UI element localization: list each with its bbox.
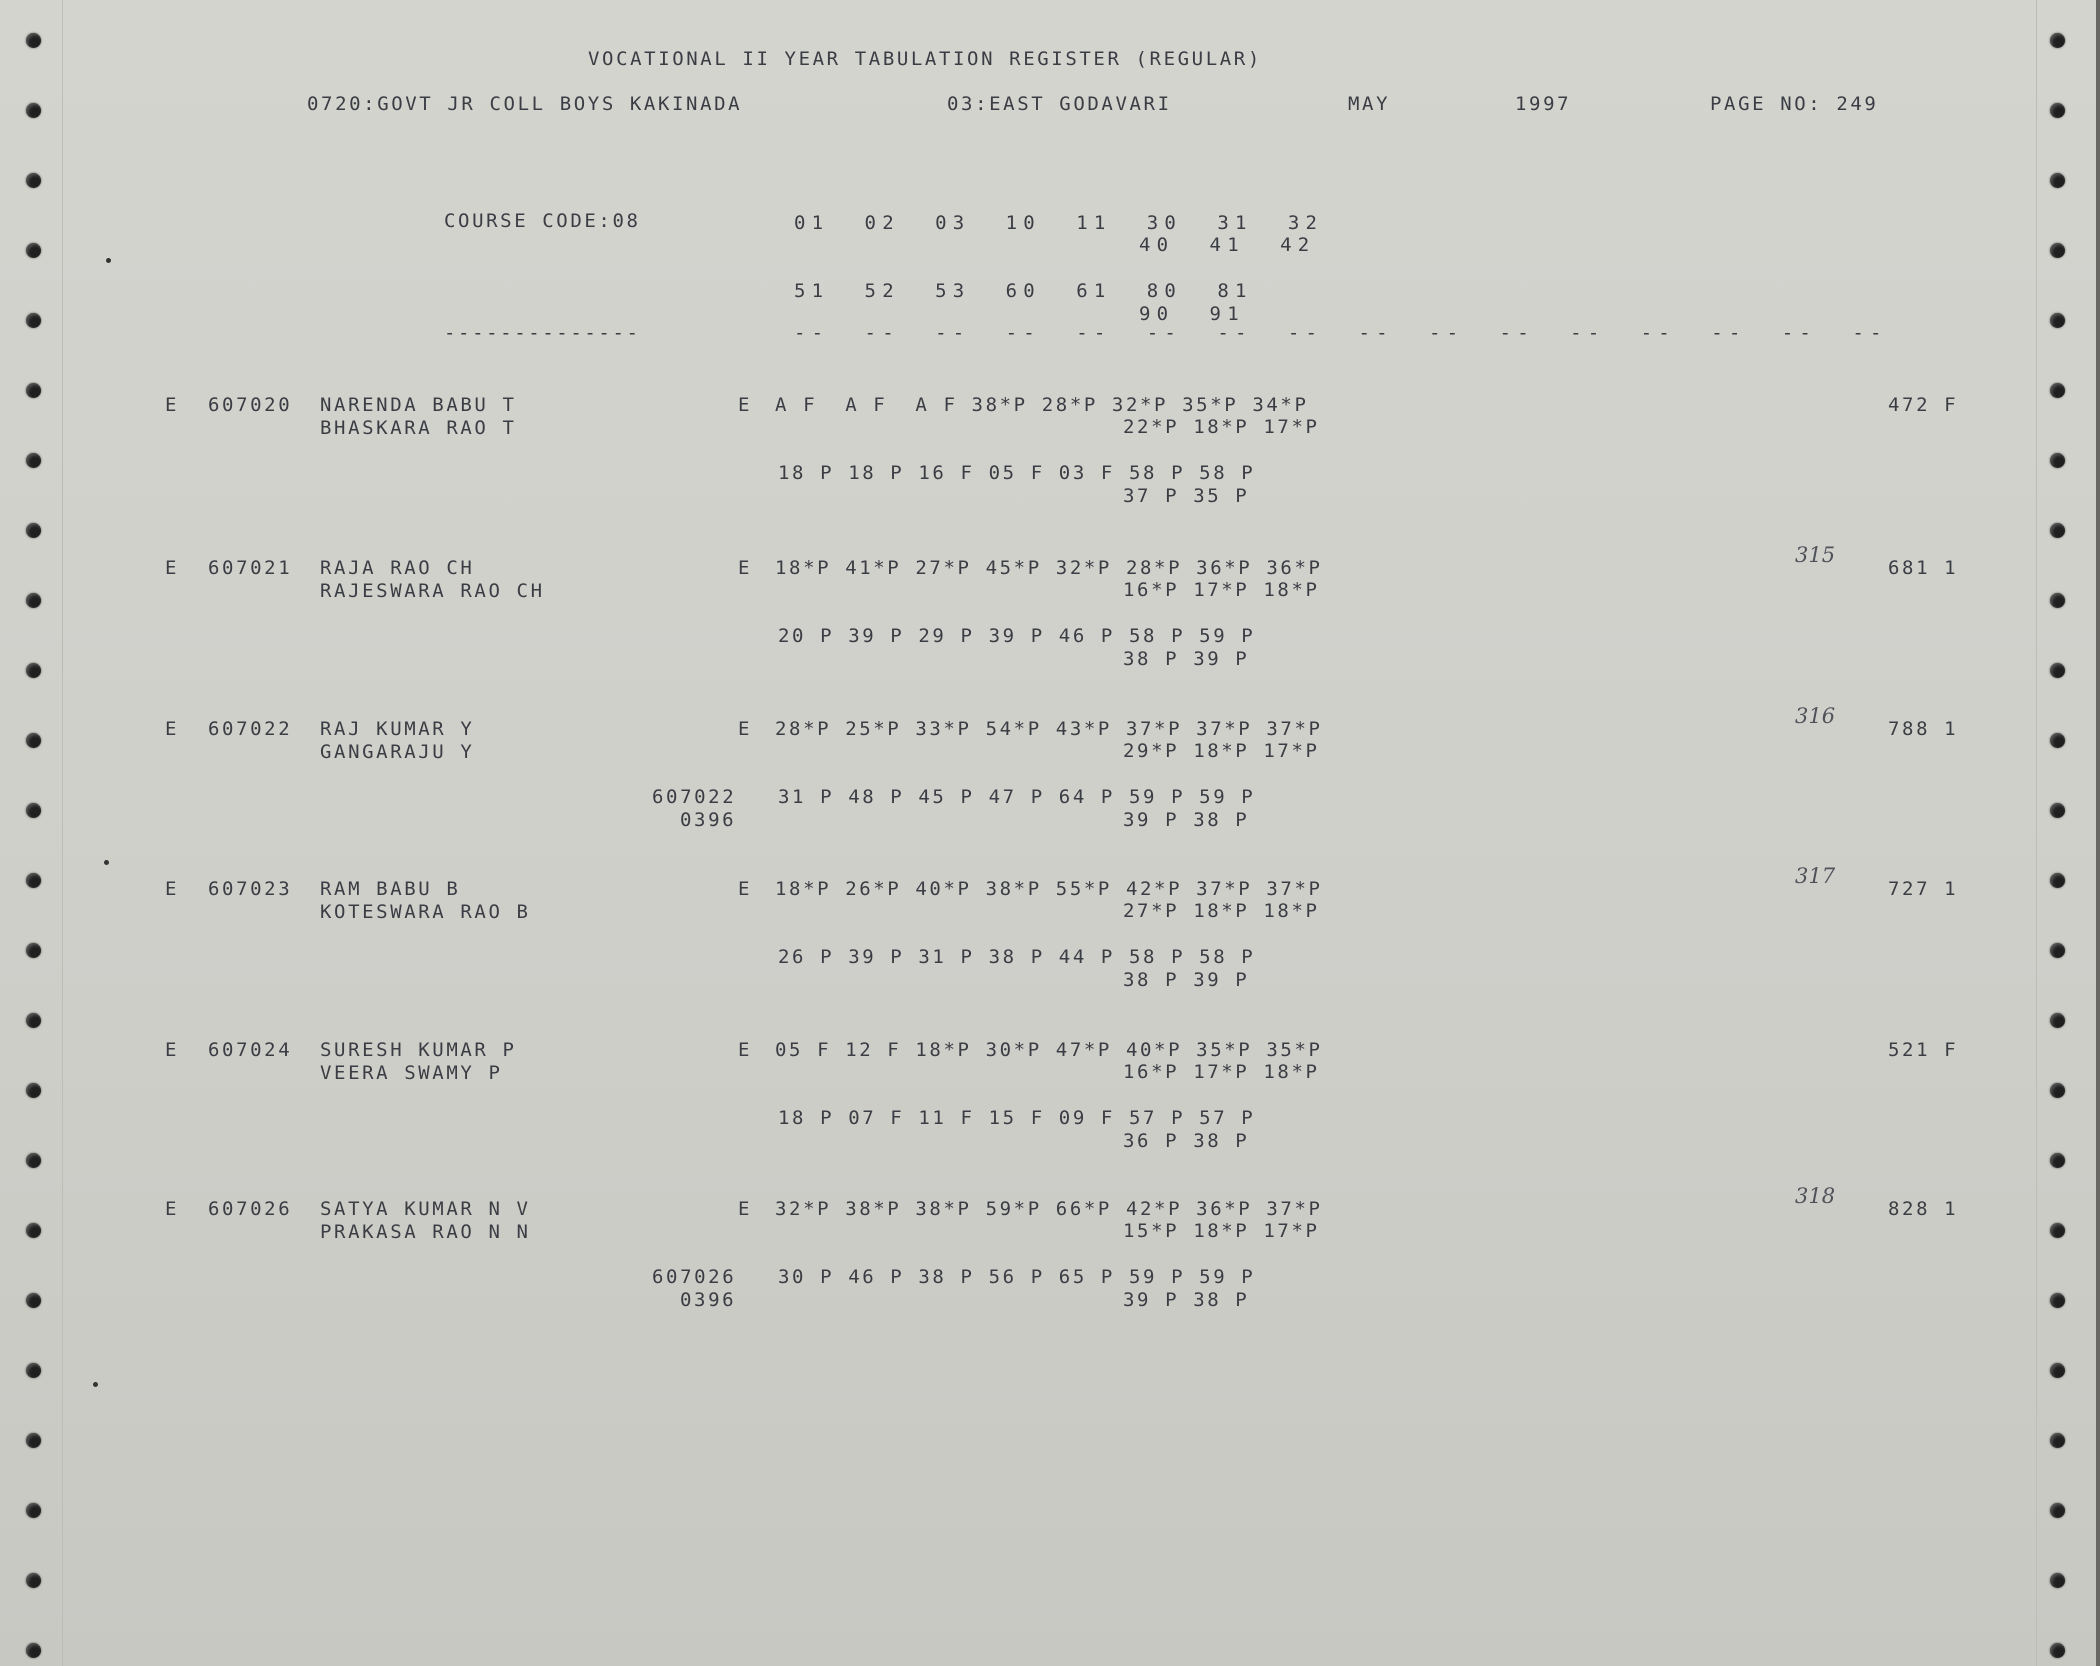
- subject-codes-row2b: 90 91: [1139, 303, 1245, 325]
- marks-line-2: 16*P 17*P 18*P: [1123, 579, 1320, 601]
- marks-line-4: 38 P 39 P: [1123, 969, 1250, 991]
- tractor-feed-hole: [26, 1433, 41, 1448]
- total-marks: 472 F: [1888, 394, 1959, 416]
- exam-year: 1997: [1515, 93, 1572, 115]
- marks-line-4: 39 P 38 P: [1123, 1289, 1250, 1311]
- record-flag: E: [165, 557, 180, 579]
- marks-flag: E: [738, 878, 753, 900]
- reference-code: 0396: [680, 809, 737, 831]
- tractor-feed-hole: [26, 1223, 41, 1238]
- paper-speck: [106, 258, 111, 263]
- record-flag: E: [165, 718, 180, 740]
- tractor-feed-hole: [2050, 803, 2065, 818]
- tractor-feed-hole: [26, 1153, 41, 1168]
- tractor-feed-hole: [26, 243, 41, 258]
- tractor-feed-hole: [26, 313, 41, 328]
- marks-line-3: 30 P 46 P 38 P 56 P 65 P 59 P 59 P: [778, 1266, 1256, 1288]
- tractor-feed-hole: [2050, 1013, 2065, 1028]
- marks-line-3: 18 P 07 F 11 F 15 F 09 F 57 P 57 P: [778, 1107, 1256, 1129]
- marks-flag: E: [738, 1198, 753, 1220]
- tractor-feed-hole: [2050, 243, 2065, 258]
- tractor-feed-hole: [26, 173, 41, 188]
- marks-line-4: 38 P 39 P: [1123, 648, 1250, 670]
- handwritten-serial: 318: [1795, 1184, 1836, 1208]
- marks-line-4: 36 P 38 P: [1123, 1130, 1250, 1152]
- register-number: 607022: [208, 718, 293, 740]
- candidate-name: SURESH KUMAR P: [320, 1039, 517, 1061]
- tractor-feed-hole: [2050, 383, 2065, 398]
- tractor-feed-hole: [26, 453, 41, 468]
- marks-line-3: 18 P 18 P 16 F 05 F 03 F 58 P 58 P: [778, 462, 1256, 484]
- label-underline: --------------: [444, 322, 641, 344]
- marks-line-3: 26 P 39 P 31 P 38 P 44 P 58 P 58 P: [778, 946, 1256, 968]
- tractor-feed-hole: [2050, 873, 2065, 888]
- candidate-name: SATYA KUMAR N V: [320, 1198, 531, 1220]
- marks-line-2: 27*P 18*P 18*P: [1123, 900, 1320, 922]
- tractor-feed-hole: [26, 1013, 41, 1028]
- father-name: KOTESWARA RAO B: [320, 901, 531, 923]
- tractor-feed-hole: [26, 523, 41, 538]
- marks-line-1: 32*P 38*P 38*P 59*P 66*P 42*P 36*P 37*P: [775, 1198, 1323, 1220]
- candidate-name: RAJ KUMAR Y: [320, 718, 475, 740]
- reference-number: 607026: [652, 1266, 737, 1288]
- father-name: PRAKASA RAO N N: [320, 1221, 531, 1243]
- marks-line-4: 37 P 35 P: [1123, 485, 1250, 507]
- district-name: 03:EAST GODAVARI: [947, 93, 1172, 115]
- tractor-feed-hole: [2050, 1153, 2065, 1168]
- reference-code: 0396: [680, 1289, 737, 1311]
- course-code-label: COURSE CODE:08: [444, 210, 641, 232]
- father-name: BHASKARA RAO T: [320, 417, 517, 439]
- marks-flag: E: [738, 394, 753, 416]
- tractor-feed-hole: [2050, 943, 2065, 958]
- record-flag: E: [165, 1039, 180, 1061]
- marks-line-2: 22*P 18*P 17*P: [1123, 416, 1320, 438]
- sheet-edge: [2096, 0, 2100, 1666]
- marks-line-2: 15*P 18*P 17*P: [1123, 1220, 1320, 1242]
- perforation-line-right: [2036, 0, 2037, 1666]
- perforation-line-left: [62, 0, 63, 1666]
- candidate-name: RAM BABU B: [320, 878, 461, 900]
- record-flag: E: [165, 1198, 180, 1220]
- tractor-feed-hole: [26, 33, 41, 48]
- tractor-feed-hole: [26, 593, 41, 608]
- tractor-feed-hole: [26, 943, 41, 958]
- tractor-feed-hole: [2050, 1293, 2065, 1308]
- tractor-feed-hole: [26, 803, 41, 818]
- tractor-feed-hole: [2050, 1433, 2065, 1448]
- reference-number: 607022: [652, 786, 737, 808]
- record-flag: E: [165, 394, 180, 416]
- marks-line-1: 18*P 26*P 40*P 38*P 55*P 42*P 37*P 37*P: [775, 878, 1323, 900]
- marks-flag: E: [738, 1039, 753, 1061]
- subject-codes-row1: 01 02 03 10 11 30 31 32: [794, 212, 1324, 234]
- tractor-feed-hole: [26, 1503, 41, 1518]
- total-marks: 727 1: [1888, 878, 1959, 900]
- total-marks: 681 1: [1888, 557, 1959, 579]
- handwritten-serial: 316: [1795, 704, 1836, 728]
- college-name: 0720:GOVT JR COLL BOYS KAKINADA: [307, 93, 743, 115]
- father-name: RAJESWARA RAO CH: [320, 580, 545, 602]
- marks-line-2: 29*P 18*P 17*P: [1123, 740, 1320, 762]
- tractor-feed-hole: [2050, 1573, 2065, 1588]
- register-title: VOCATIONAL II YEAR TABULATION REGISTER (REGULAR): [588, 48, 1262, 70]
- tractor-feed-hole: [26, 1083, 41, 1098]
- marks-line-4: 39 P 38 P: [1123, 809, 1250, 831]
- total-marks: 788 1: [1888, 718, 1959, 740]
- tractor-feed-hole: [2050, 453, 2065, 468]
- marks-flag: E: [738, 557, 753, 579]
- subject-codes-row1b: 40 41 42: [1139, 234, 1316, 256]
- page-number: PAGE NO: 249: [1710, 93, 1879, 115]
- tractor-feed-hole: [2050, 733, 2065, 748]
- marks-line-1: 18*P 41*P 27*P 45*P 32*P 28*P 36*P 36*P: [775, 557, 1323, 579]
- marks-line-1: A F A F A F 38*P 28*P 32*P 35*P 34*P: [775, 394, 1309, 416]
- total-marks: 828 1: [1888, 1198, 1959, 1220]
- record-flag: E: [165, 878, 180, 900]
- tractor-feed-hole: [26, 103, 41, 118]
- marks-line-2: 16*P 17*P 18*P: [1123, 1061, 1320, 1083]
- tractor-feed-hole: [26, 1363, 41, 1378]
- marks-line-1: 28*P 25*P 33*P 54*P 43*P 37*P 37*P 37*P: [775, 718, 1323, 740]
- tractor-feed-hole: [2050, 1503, 2065, 1518]
- handwritten-serial: 315: [1795, 543, 1836, 567]
- tractor-feed-hole: [2050, 33, 2065, 48]
- tractor-feed-hole: [2050, 663, 2065, 678]
- tractor-feed-hole: [2050, 103, 2065, 118]
- marks-flag: E: [738, 718, 753, 740]
- tractor-feed-hole: [2050, 1643, 2065, 1658]
- tractor-feed-hole: [2050, 523, 2065, 538]
- marks-line-1: 05 F 12 F 18*P 30*P 47*P 40*P 35*P 35*P: [775, 1039, 1323, 1061]
- father-name: VEERA SWAMY P: [320, 1062, 503, 1084]
- tractor-feed-hole: [2050, 1083, 2065, 1098]
- tractor-feed-hole: [2050, 1363, 2065, 1378]
- tractor-feed-hole: [26, 383, 41, 398]
- tractor-feed-hole: [26, 1573, 41, 1588]
- tractor-feed-hole: [2050, 593, 2065, 608]
- tractor-feed-hole: [2050, 1223, 2065, 1238]
- handwritten-serial: 317: [1795, 864, 1836, 888]
- candidate-name: RAJA RAO CH: [320, 557, 475, 579]
- tractor-feed-hole: [2050, 313, 2065, 328]
- tractor-feed-hole: [26, 1643, 41, 1658]
- exam-month: MAY: [1348, 93, 1391, 115]
- father-name: GANGARAJU Y: [320, 741, 475, 763]
- tractor-feed-hole: [26, 1293, 41, 1308]
- register-number: 607020: [208, 394, 293, 416]
- tractor-feed-hole: [26, 733, 41, 748]
- paper-speck: [104, 860, 109, 865]
- register-number: 607026: [208, 1198, 293, 1220]
- tractor-feed-hole: [26, 873, 41, 888]
- register-number: 607024: [208, 1039, 293, 1061]
- candidate-name: NARENDA BABU T: [320, 394, 517, 416]
- tractor-feed-hole: [2050, 173, 2065, 188]
- register-number: 607021: [208, 557, 293, 579]
- subject-codes-row2: 51 52 53 60 61 80 81: [794, 280, 1253, 302]
- register-number: 607023: [208, 878, 293, 900]
- total-marks: 521 F: [1888, 1039, 1959, 1061]
- paper-speck: [93, 1382, 98, 1387]
- codes-underline: -- -- -- -- -- -- -- -- -- -- -- -- -- -- -- --: [794, 322, 1888, 344]
- marks-line-3: 31 P 48 P 45 P 47 P 64 P 59 P 59 P: [778, 786, 1256, 808]
- tractor-feed-hole: [26, 663, 41, 678]
- marks-line-3: 20 P 39 P 29 P 39 P 46 P 58 P 59 P: [778, 625, 1256, 647]
